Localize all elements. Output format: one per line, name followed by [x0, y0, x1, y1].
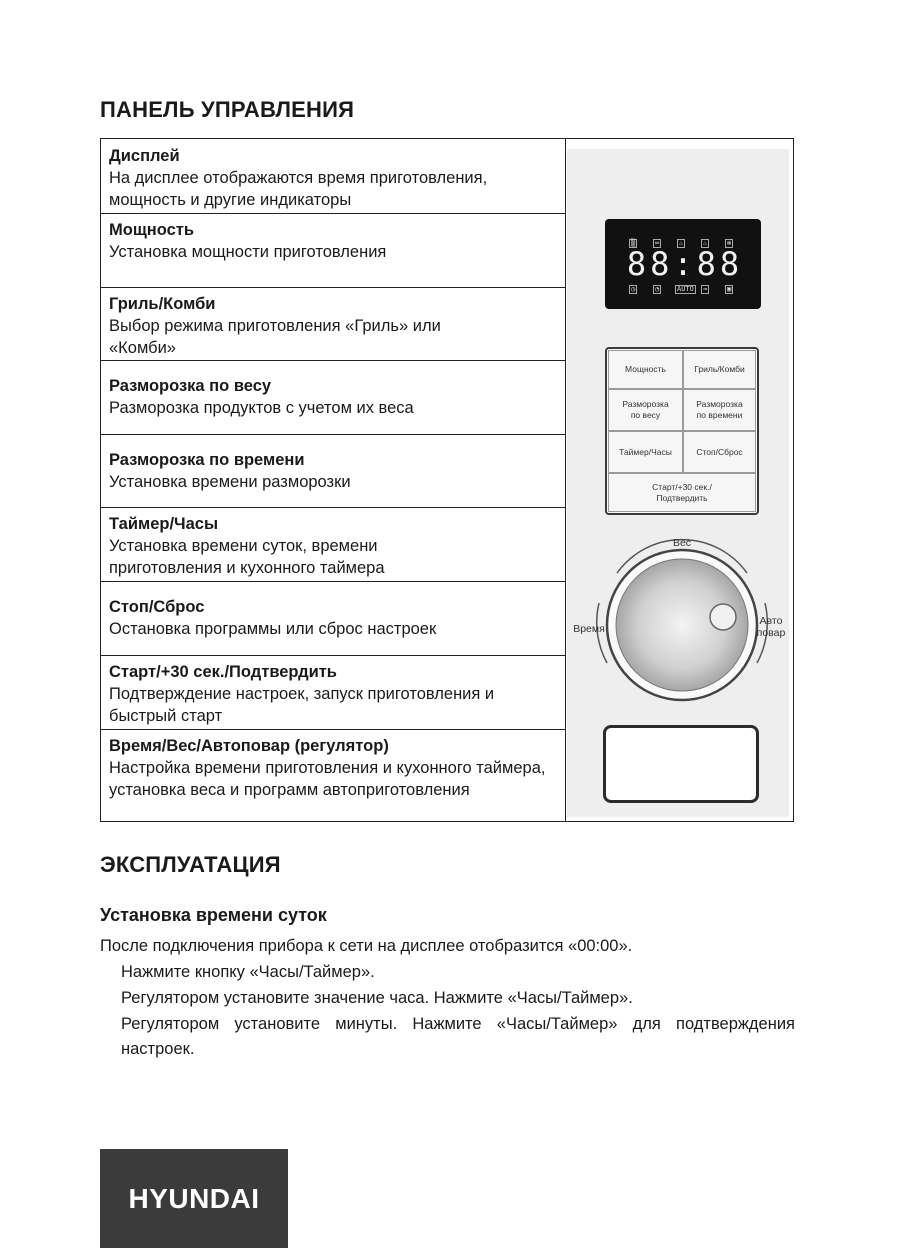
- door-release-button[interactable]: [603, 725, 759, 803]
- table-row: [101, 287, 471, 359]
- table-row: [101, 369, 565, 419]
- timer-icon: ◔: [655, 285, 660, 293]
- row-desc: Подтверждение настроек, запуск приготовления и быстрый старт: [109, 685, 495, 725]
- row-title: Старт/+30 сек./Подтвердить: [109, 663, 337, 681]
- power-button[interactable]: Мощность: [608, 350, 683, 389]
- table-row: [101, 139, 565, 211]
- row-desc: На дисплее отображаются время приготовления, мощность и другие индикаторы: [109, 169, 488, 209]
- row-desc: Настройка времени приготовления и кухонного таймера, установка веса и программ автоприготовления: [109, 759, 546, 799]
- defrost-icon: ✻: [727, 239, 732, 247]
- section-title-operation: ЭКСПЛУАТАЦИЯ: [100, 852, 281, 877]
- row-desc: Выбор режима приготовления «Гриль» или «Комби»: [109, 317, 441, 357]
- weight-icon: ▣: [727, 285, 732, 293]
- defrost-weight-button[interactable]: Разморозка по весу: [608, 389, 683, 431]
- combi-icon: ♨: [679, 239, 684, 247]
- control-panel-table: [100, 138, 794, 822]
- table-row: [101, 507, 451, 579]
- microwave-panel-illustration: [567, 149, 789, 817]
- knob-label-time: Время: [573, 623, 605, 635]
- row-divider: [101, 360, 565, 361]
- brand-name: HYUNDAI: [128, 1182, 260, 1214]
- subsection-title: Установка времени суток: [100, 905, 327, 925]
- start-confirm-button[interactable]: Старт/+30 сек./ Подтвердить: [608, 473, 756, 512]
- step-item: Нажмите кнопку «Часы/Таймер».: [121, 963, 375, 981]
- table-row: [101, 443, 565, 493]
- brand-logo: [100, 1149, 288, 1248]
- defrost-time-button[interactable]: Разморозка по времени: [683, 389, 756, 431]
- row-title: Время/Вес/Автоповар (регулятор): [109, 737, 389, 755]
- row-title: Разморозка по времени: [109, 451, 305, 469]
- row-desc: Установка времени разморозки: [109, 473, 351, 491]
- clock-icon: ◷: [631, 285, 636, 293]
- knob-label-weight: Вес: [672, 537, 692, 549]
- control-knob[interactable]: [587, 533, 777, 713]
- grill-combi-button[interactable]: Гриль/Комби: [683, 350, 756, 389]
- row-desc: Остановка программы или сброс настроек: [109, 620, 437, 638]
- microwave-icon: ▒: [631, 239, 636, 247]
- row-title: Стоп/Сброс: [109, 598, 205, 616]
- combi2-icon: ♨: [703, 239, 708, 247]
- display-digits: 88:88: [626, 245, 744, 283]
- row-divider: [101, 434, 565, 435]
- row-title: Дисплей: [109, 147, 180, 165]
- button-block: [605, 347, 759, 515]
- row-title: Разморозка по весу: [109, 377, 272, 395]
- row-desc: Установка мощности приготовления: [109, 243, 387, 261]
- knob-label-autocook: Авто повар: [756, 615, 786, 639]
- table-row: [101, 590, 565, 640]
- auto-icon: AUTO: [677, 285, 694, 293]
- stop-reset-button[interactable]: Стоп/Сброс: [683, 431, 756, 473]
- step-item: Регулятором установите значение часа. Нажмите «Часы/Таймер».: [121, 989, 633, 1007]
- table-row: [101, 213, 565, 263]
- intro-paragraph: После подключения прибора к сети на дисплее отобразится «00:00».: [100, 937, 633, 955]
- section-title-control-panel: ПАНЕЛЬ УПРАВЛЕНИЯ: [100, 97, 355, 122]
- timer-clock-button[interactable]: Таймер/Часы: [608, 431, 683, 473]
- row-title: Гриль/Комби: [109, 295, 216, 313]
- grill-icon: ═: [655, 239, 660, 247]
- row-desc: Установка времени суток, времени приготовления и кухонного таймера: [109, 537, 385, 577]
- table-row: [101, 655, 565, 727]
- row-desc: Разморозка продуктов с учетом их веса: [109, 399, 414, 417]
- table-row: [101, 729, 565, 801]
- step-item: Регулятором установите минуты. Нажмите «Часы/Таймер» для подтверждения настроек.: [121, 1015, 795, 1058]
- display-panel: [605, 219, 761, 309]
- lock-icon: ⊸: [703, 285, 708, 293]
- row-title: Таймер/Часы: [109, 515, 219, 533]
- row-title: Мощность: [109, 221, 194, 239]
- row-divider: [101, 581, 565, 582]
- table-descriptions: [101, 139, 566, 821]
